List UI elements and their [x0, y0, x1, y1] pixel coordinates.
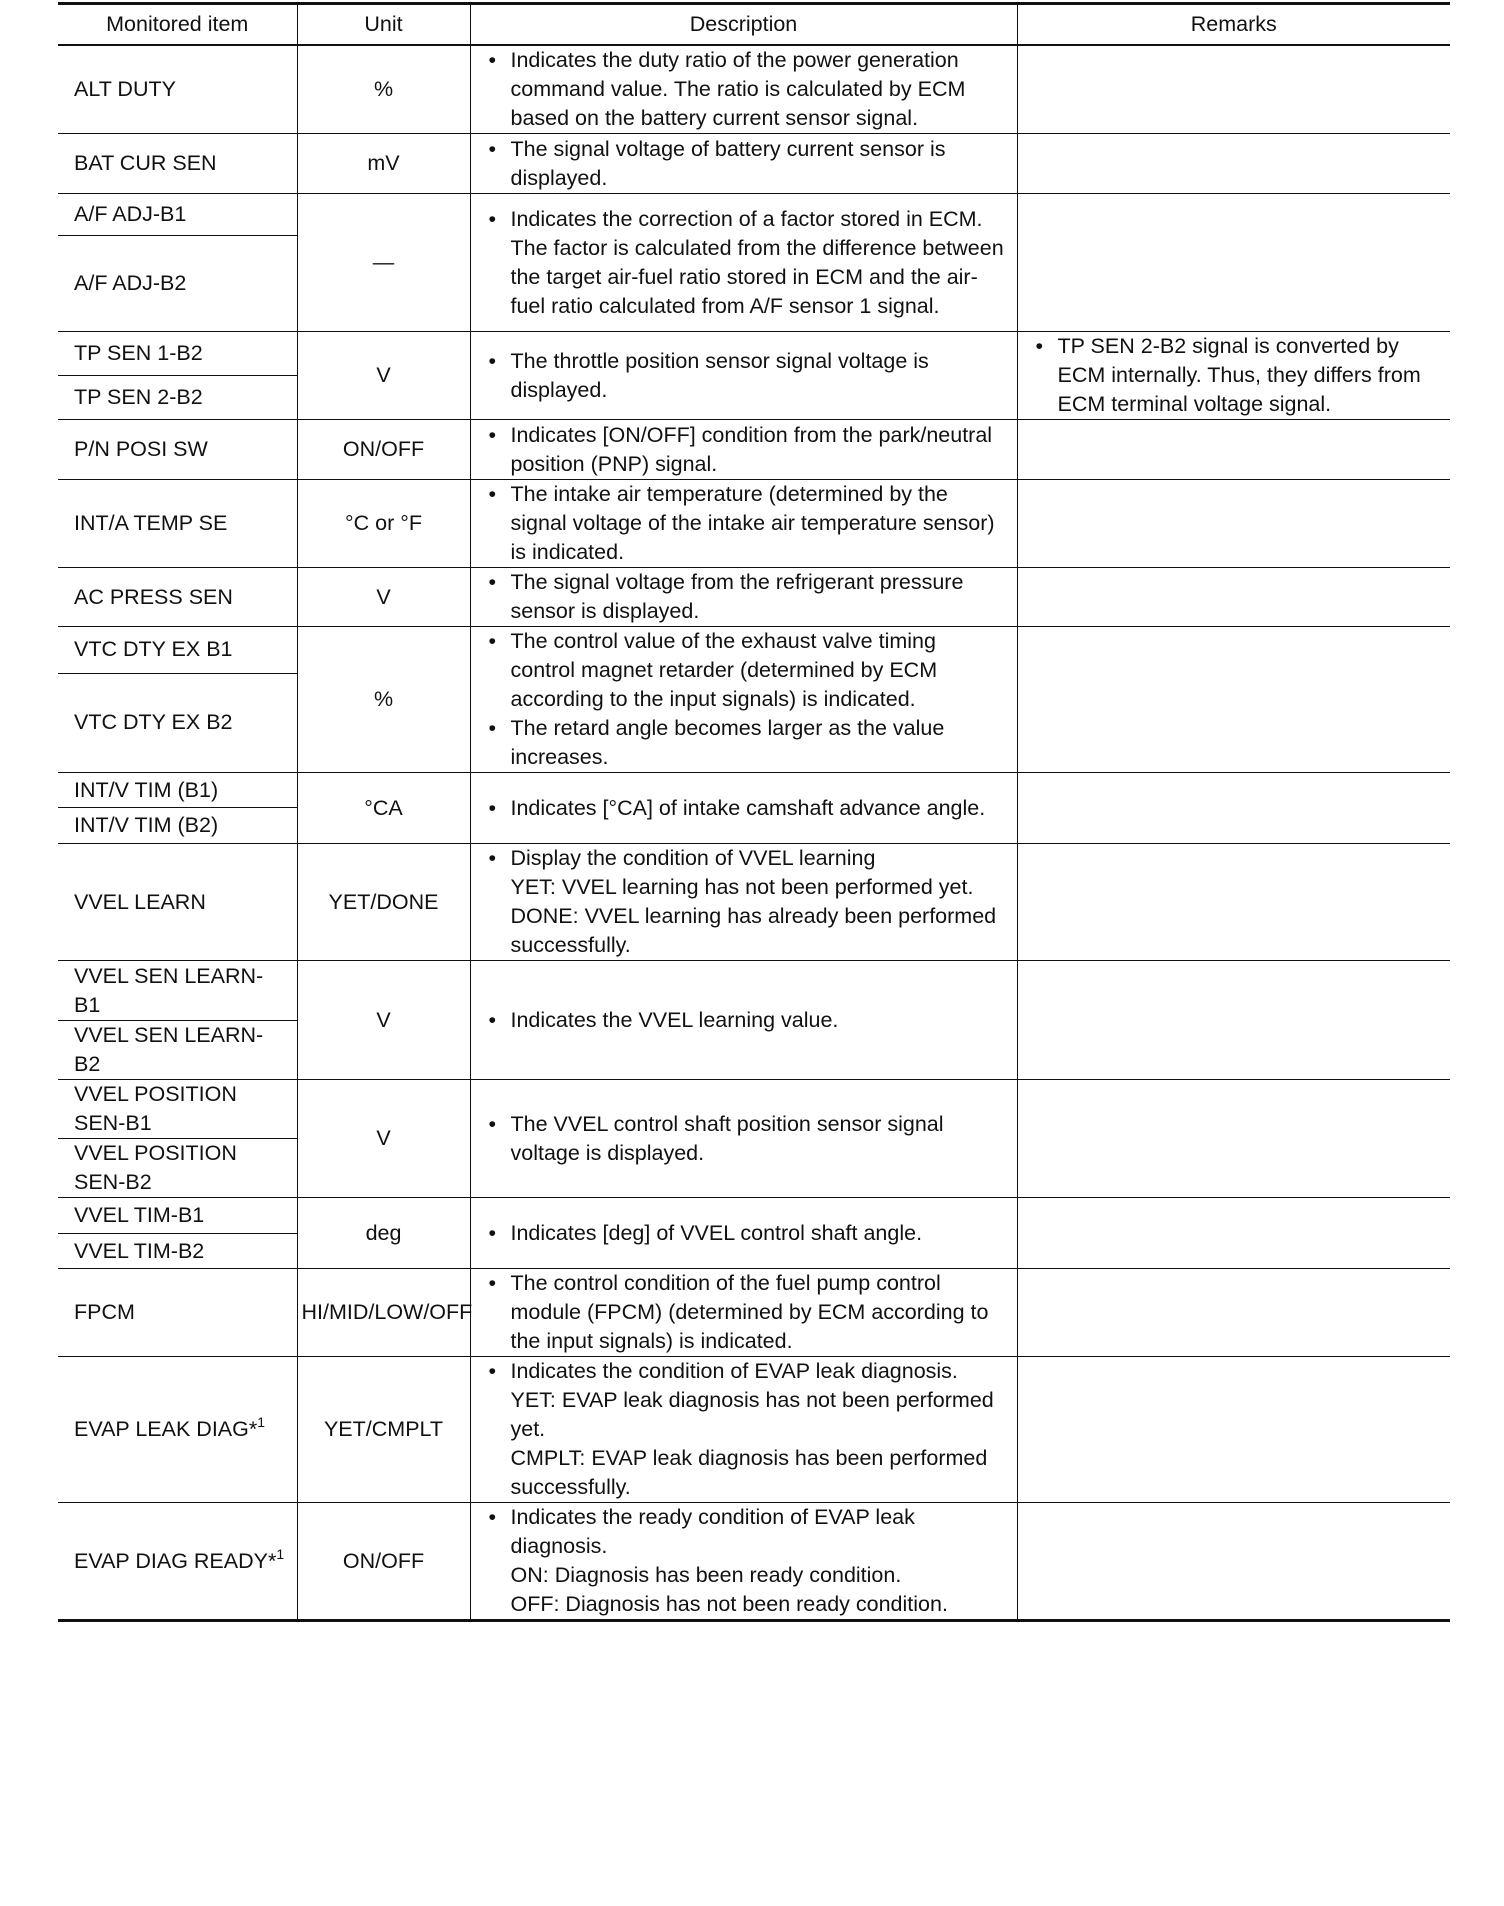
- description-bullet: • The control condition of the fuel pump control module (FPCM) (determined by ECM according to the input signals) is indicated.: [483, 1269, 1005, 1356]
- description-line: DONE: VVEL learning has already been performed successfully.: [510, 904, 997, 957]
- item-description: [470, 194, 1017, 332]
- item-remarks: [1017, 332, 1450, 420]
- item-remarks: [1017, 961, 1450, 1080]
- item-name: VVEL POSITION SEN-B1: [58, 1080, 297, 1139]
- item-description: [470, 1198, 1017, 1269]
- item-description: [470, 45, 1017, 134]
- item-remarks: [1017, 1198, 1450, 1269]
- table-row: [58, 961, 1450, 1021]
- item-name: INT/V TIM (B2): [58, 808, 297, 844]
- item-name: TP SEN 1-B2: [58, 332, 297, 376]
- item-name: VTC DTY EX B2: [58, 673, 297, 772]
- description-line: ON: Diagnosis has been ready condition.: [510, 1563, 902, 1587]
- item-remarks: [1017, 568, 1450, 627]
- description-bullet: • Indicates [°CA] of intake camshaft advance angle.: [483, 794, 1005, 823]
- item-unit: YET/DONE: [297, 844, 470, 961]
- footnote-mark: 1: [276, 1545, 285, 1562]
- description-bullet: • The throttle position sensor signal voltage is displayed.: [483, 347, 1005, 405]
- description-line: OFF: Diagnosis has not been ready condition.: [510, 1592, 948, 1616]
- item-name: ALT DUTY: [58, 45, 297, 134]
- table-row: [58, 420, 1450, 480]
- item-remarks: [1017, 134, 1450, 194]
- description-bullet: • Indicates the correction of a factor stored in ECM. The factor is calculated from the difference between the target air-fuel ratio stored in ECM and the air-fuel ratio calculated from A/F sensor 1 signal.: [483, 205, 1005, 321]
- item-description: [470, 844, 1017, 961]
- header-description: Description: [470, 4, 1017, 46]
- table-row: [58, 332, 1450, 376]
- item-name-text: EVAP LEAK DIAG*: [74, 1417, 258, 1441]
- item-unit: HI/MID/LOW/OFF: [297, 1269, 470, 1357]
- item-unit: V: [297, 961, 470, 1080]
- item-unit: mV: [297, 134, 470, 194]
- item-remarks: [1017, 1357, 1450, 1503]
- item-description: [470, 773, 1017, 844]
- description-bullet: • The signal voltage of battery current sensor is displayed.: [483, 135, 1005, 193]
- table-row: [58, 134, 1450, 194]
- item-description: [470, 332, 1017, 420]
- item-description: [470, 961, 1017, 1080]
- item-unit: deg: [297, 1198, 470, 1269]
- item-unit: ON/OFF: [297, 420, 470, 480]
- item-unit: V: [297, 568, 470, 627]
- item-name-text: EVAP DIAG READY*: [74, 1548, 277, 1573]
- item-name: TP SEN 2-B2: [58, 376, 297, 420]
- header-unit: Unit: [297, 4, 470, 46]
- description-bullet: • Indicates [deg] of VVEL control shaft angle.: [483, 1219, 1005, 1248]
- description-line: YET: VVEL learning has not been performed yet.: [510, 875, 974, 899]
- footnote-mark: 1: [257, 1414, 266, 1430]
- item-remarks: [1017, 480, 1450, 568]
- table-row: [58, 568, 1450, 627]
- description-line: • Indicates the ready condition of EVAP leak diagnosis.: [510, 1505, 915, 1558]
- header-remarks: Remarks: [1017, 4, 1450, 46]
- item-name: VVEL SEN LEARN-B2: [58, 1021, 297, 1080]
- monitor-item-table: [58, 2, 1450, 1622]
- item-remarks: [1017, 773, 1450, 844]
- item-name: VVEL SEN LEARN-B1: [58, 961, 297, 1021]
- item-unit: V: [297, 1080, 470, 1198]
- description-bullet: • The signal voltage from the refrigerant pressure sensor is displayed.: [483, 568, 1005, 626]
- description-line: • Display the condition of VVEL learning: [510, 846, 876, 870]
- item-name: AC PRESS SEN: [58, 568, 297, 627]
- item-name: A/F ADJ-B1: [58, 194, 297, 236]
- item-name: VVEL TIM-B2: [58, 1234, 297, 1269]
- item-description: [470, 1269, 1017, 1357]
- description-bullet: • The retard angle becomes larger as the value increases.: [483, 714, 1005, 772]
- item-unit: %: [297, 45, 470, 134]
- item-unit: °C or °F: [297, 480, 470, 568]
- item-description: [470, 480, 1017, 568]
- description-bullet: • The control value of the exhaust valve timing control magnet retarder (determined by ECM according to the input signals) is indicated.: [483, 627, 1005, 714]
- table-row: [58, 1198, 1450, 1234]
- table-row: [58, 1357, 1450, 1503]
- item-remarks: [1017, 1503, 1450, 1621]
- description-bullet: • Indicates the duty ratio of the power generation command value. The ratio is calculated by ECM based on the battery current sensor signal.: [483, 46, 1005, 133]
- item-name: VVEL POSITION SEN-B2: [58, 1139, 297, 1198]
- item-remarks: [1017, 844, 1450, 961]
- table-header-row: [58, 4, 1450, 46]
- table-row: [58, 844, 1450, 961]
- description-bullet: [483, 1503, 1005, 1619]
- item-description: [470, 1080, 1017, 1198]
- description-line: • Indicates the condition of EVAP leak diagnosis.: [510, 1359, 958, 1383]
- table-row: [58, 1080, 1450, 1139]
- description-bullet: • Indicates the VVEL learning value.: [483, 1006, 1005, 1035]
- table-row: [58, 45, 1450, 134]
- item-unit: %: [297, 627, 470, 773]
- item-name: [58, 1503, 297, 1621]
- item-unit: —: [297, 194, 470, 332]
- item-name: [58, 1357, 297, 1503]
- item-name: INT/V TIM (B1): [58, 773, 297, 808]
- item-description: [470, 627, 1017, 773]
- item-unit: V: [297, 332, 470, 420]
- item-description: [470, 134, 1017, 194]
- item-name: P/N POSI SW: [58, 420, 297, 480]
- item-unit: YET/CMPLT: [297, 1357, 470, 1503]
- table-row: [58, 773, 1450, 808]
- item-name: VVEL TIM-B1: [58, 1198, 297, 1234]
- item-name: BAT CUR SEN: [58, 134, 297, 194]
- description-line: YET: EVAP leak diagnosis has not been performed yet.: [510, 1388, 994, 1441]
- item-remarks: [1017, 45, 1450, 134]
- item-name: FPCM: [58, 1269, 297, 1357]
- monitor-item-sheet: [58, 2, 1450, 1622]
- item-remarks: [1017, 1269, 1450, 1357]
- remarks-bullet: • TP SEN 2-B2 signal is converted by ECM internally. Thus, they differs from ECM terminal voltage signal.: [1030, 332, 1439, 419]
- item-name: VTC DTY EX B1: [58, 627, 297, 674]
- table-row: [58, 480, 1450, 568]
- item-description: [470, 1357, 1017, 1503]
- item-unit: °CA: [297, 773, 470, 844]
- description-bullet: • Indicates [ON/OFF] condition from the park/neutral position (PNP) signal.: [483, 421, 1005, 479]
- table-row: [58, 1269, 1450, 1357]
- item-description: [470, 568, 1017, 627]
- description-bullet: [483, 844, 1005, 960]
- table-row: [58, 627, 1450, 674]
- item-remarks: [1017, 420, 1450, 480]
- item-remarks: [1017, 627, 1450, 773]
- table-row: [58, 1503, 1450, 1621]
- description-bullet: • The VVEL control shaft position sensor signal voltage is displayed.: [483, 1110, 1005, 1168]
- item-remarks: [1017, 194, 1450, 332]
- description-bullet: • The intake air temperature (determined by the signal voltage of the intake air temperature sensor) is indicated.: [483, 480, 1005, 567]
- table-row: [58, 194, 1450, 236]
- item-description: [470, 420, 1017, 480]
- item-name: A/F ADJ-B2: [58, 236, 297, 332]
- item-description: [470, 1503, 1017, 1621]
- item-unit: ON/OFF: [297, 1503, 470, 1621]
- item-name: VVEL LEARN: [58, 844, 297, 961]
- description-bullet: [483, 1357, 1005, 1502]
- description-line: CMPLT: EVAP leak diagnosis has been performed successfully.: [510, 1446, 988, 1499]
- item-name: INT/A TEMP SE: [58, 480, 297, 568]
- item-remarks: [1017, 1080, 1450, 1198]
- header-monitored-item: Monitored item: [58, 4, 297, 46]
